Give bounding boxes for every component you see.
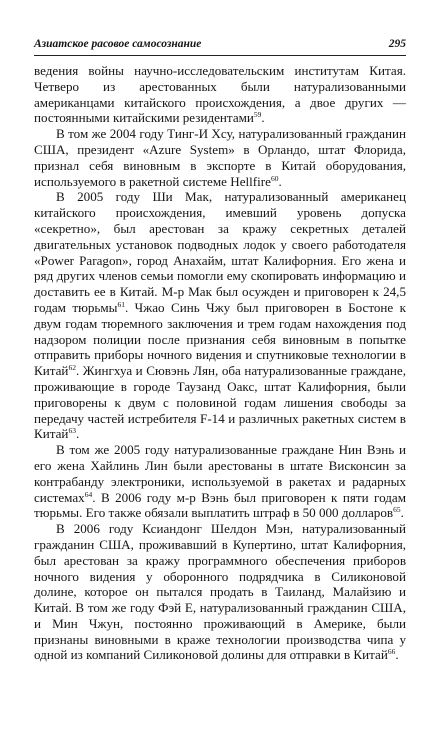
paragraph-text: В 2005 году Ши Мак, натурализованный американец китайского происхождения, имевший уровень допуска «секретно», был арестован за кражу секретных деталей двигательных установок подводных лодок у своего работодателя «Power Paragon», город Анахайм, штат Калифорния. Его жена и ряд других членов семьи помогли ему скопировать информацию и доставить ее в Китай. М-р Мак был осужден и приговорен к 24,5 годам тюрьмы [34,189,406,315]
paragraph [34,442,406,521]
paragraph-text: В том же 2005 году натурализованные граждане Нин Вэнь и его жена Хайлинь Лин были арестованы в штате Висконсин за контрабанду электроники, используемой в ракетах и радарных системах [34,442,406,505]
paragraph-text: . [278,173,282,189]
running-head [34,36,406,52]
paragraph-text: . [400,505,404,521]
paragraph-text: . Жингхуа и Сювэнь Лян, оба натурализованные граждане, проживающие в городе Таузанд Оакс, штат Калифорния, были приговорены к двум с половиной годам лишения свободы за передачу частей истребителя F-14 и различных ракетных систем в Китай [34,363,406,442]
paragraph-text: . В 2006 году м-р Вэнь был приговорен к пяти годам тюрьмы. Его также обязали выплатить штраф в 50 000 долларов [34,489,406,521]
paragraph-text: . [395,647,399,663]
footnote-ref: 61 [117,299,125,309]
paragraph [34,63,406,126]
paragraph-text: . [75,426,80,442]
footnote-ref: 64 [84,489,93,499]
footnote-ref: 62 [68,363,76,373]
paragraph [34,189,406,442]
page-number: 295 [388,38,406,50]
paragraph-text: В том же 2004 году Тинг-И Хсу, натурализованный гражданин США, президент «Azure System» в Орландо, штат Флорида, признал себя виновным в экспорте в Китай оборудования, используемого в ракетной системе Hellfire [34,126,406,189]
running-head-title: Азиатское расовое самосознание [34,38,202,50]
header-rule [34,55,406,56]
paragraph [34,126,406,189]
footnote-ref: 60 [270,173,279,183]
paragraph-text: В 2006 году Ксиандонг Шелдон Мэн, натурализованный гражданин США, проживавший в Купертино, штат Калифорния, был арестован за кражу программного обеспечения приборов ночного видения у оборонного подрядчика в Силиконовой долине, которое он пытался продать в Таиланд, Малайзию и Китай. В том же году Фэй Е, натурализованный гражданин США, и Мин Чжун, постоянно проживающий в Америке, были признаны виновными в краже технологии производства чипа у одной из компаний Силиконовой долины для отправки в Китай [34,521,406,663]
paragraph-text: . Чжао Синь Чжу был приговорен в Бостоне к двум годам тюремного заключения и трем годам нахождения под надзором полиции после признания себя виновным в попытке отправить приборы ночного видения и спутниковые технологии в Китай [34,299,406,379]
footnote-ref: 66 [387,647,396,657]
paragraph-text: . [261,110,265,126]
body-text [34,63,406,663]
paragraph [34,521,406,663]
footnote-ref: 59 [253,110,262,120]
footnote-ref: 63 [68,426,76,436]
footnote-ref: 65 [393,505,401,515]
paragraph-text: ведения войны научно-исследовательским институтам Китая. Четверо из арестованных были натурализованными американцами китайского происхождения, а двое других — постоянными китайскими резидентами [34,63,406,126]
